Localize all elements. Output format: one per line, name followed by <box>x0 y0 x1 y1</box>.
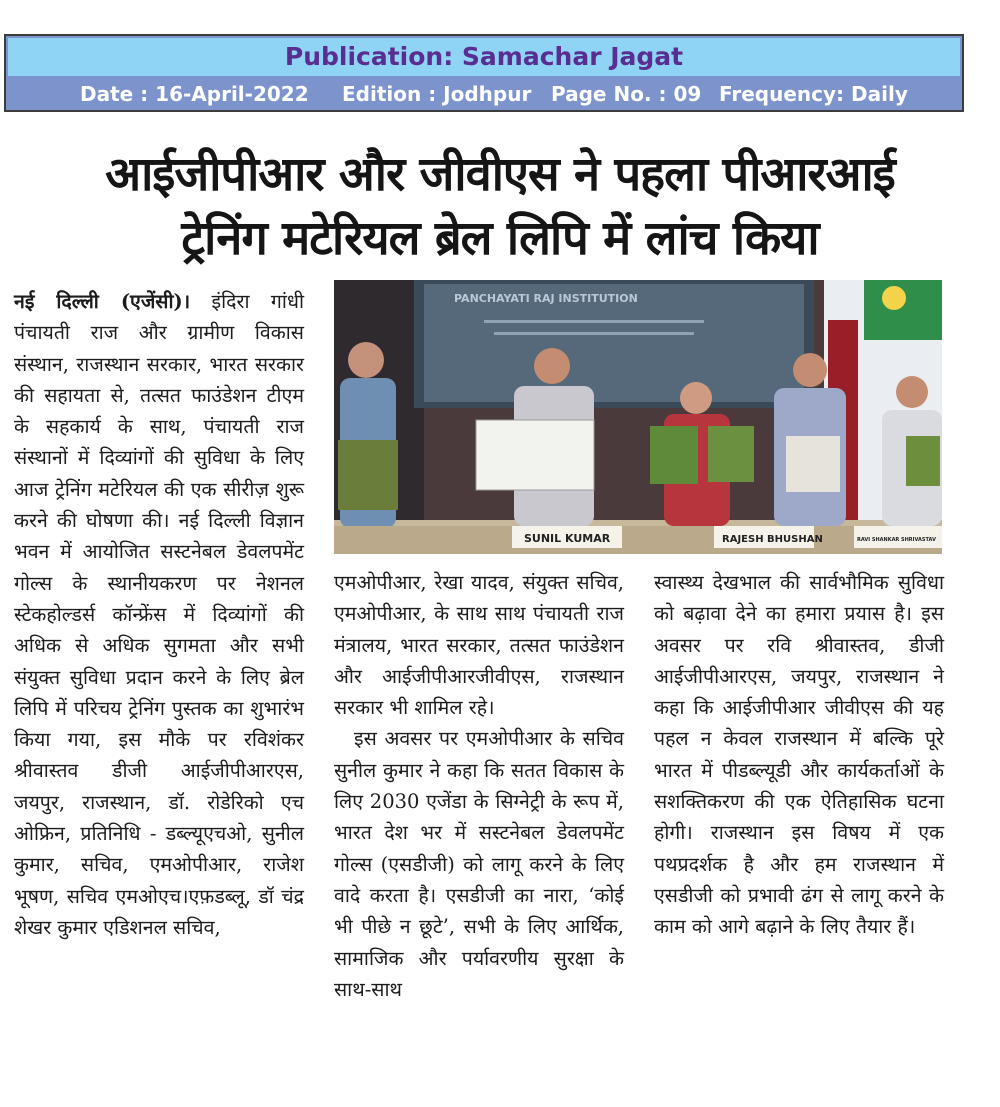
headline-line-1: आईजीपीआर और जीवीएस ने पहला पीआरआई <box>105 147 895 202</box>
screen-text: PANCHAYATI RAJ INSTITUTION <box>454 292 638 305</box>
event-photo <box>334 280 942 554</box>
publication-page-number: Page No. : 09 <box>551 82 702 106</box>
nameplate-2: RAJESH BHUSHAN <box>722 534 823 545</box>
headline-line-2: ट्रेनिंग मटेरियल ब्रेल लिपि में लांच किया <box>181 211 819 266</box>
publication-meta <box>8 80 960 108</box>
article-column-3 <box>654 567 944 943</box>
nameplate-1: SUNIL KUMAR <box>524 532 611 545</box>
event-photo-illustration <box>334 280 942 554</box>
article-column-2 <box>334 567 624 1005</box>
article-paragraph: स्वास्थ्य देखभाल की सार्वभौमिक सुविधा को बढ़ावा देने का हमारा प्रयास है। इस अवसर पर रवि श्रीवास्तव, डीजी आईजीपीआरएस, जयपुर, राजस्थान ने कहा कि आईजीपीआर जीवीएस की यह पहल न केवल राजस्थान में बल्कि पूरे भारत में पीडब्ल्यूडी और कार्यकर्ताओं के सशक्तिकरण की एक ऐतिहासिक घटना होगी। राजस्थान इस विषय में एक पथप्रदर्शक है और हम राजस्थान में एसडीजी को प्रभावी ढंग से लागू करने के काम को आगे बढ़ाने के लिए तैयार हैं। <box>654 571 944 939</box>
article-paragraph <box>14 286 304 943</box>
publication-title: Publication: Samachar Jagat <box>8 38 960 76</box>
article-column-1 <box>14 286 304 943</box>
publication-banner <box>4 34 964 112</box>
article-paragraph: एमओपीआर, रेखा यादव, संयुक्त सचिव, एमओपीआर, के साथ साथ पंचायती राज मंत्रालय, भारत सरकार, तत्सत फाउंडेशन और आईजीपीआरजीवीएस, राजस्थान सरकार भी शामिल रहे। <box>334 571 624 720</box>
article-text: इंदिरा गांधी पंचायती राज और ग्रामीण विकास संस्थान, राजस्थान सरकार, भारत सरकार की सहायता से, तत्सत फाउंडेशन टीएम के सहकार्य के साथ, पंचायती राज संस्थानों में दिव्यांगों की सुविधा के लिए आज ट्रेनिंग मटेरियल की एक सीरीज़ शुरू करने की घोषणा की। नई दिल्ली विज्ञान भवन में आयोजित सस्टनेबल डेवलपमेंट गोल्स के स्थानीयकरण पर नेशनल स्टेकहोल्डर्स कॉन्फ्रेंस में दिव्यांगों की अधिक से अधिक सुगमता और सभी संयुक्त सुविधा प्रदान करने के लिए ब्रेल लिपि में परिचय ट्रेनिंग पुस्तक का शुभारंभ किया गया, इस मौके पर रविशंकर श्रीवास्तव डीजी आईजीपीआरएस, जयपुर, राजस्थान, डॉ. रोडेरिको एच ओफ्रिन, प्रतिनिधि - डब्ल्यूएचओ, सुनील कुमार, सचिव, एमओपीआर, राजेश भूषण, सचिव एमओएच।एफ़डब्लू, डॉ चंद्र शेखर कुमार एडिशनल सचिव, <box>14 290 304 939</box>
dateline: नई दिल्ली (एजेंसी)। <box>14 290 191 313</box>
publication-edition: Edition : Jodhpur <box>342 82 532 106</box>
article-paragraph: इस अवसर पर एमओपीआर के सचिव सुनील कुमार ने कहा कि सतत विकास के लिए 2030 एजेंडा के सिग्नेट्री के रूप में, भारत देश भर में सस्टनेबल डेवलपमेंट गोल्स (एसडीजी) को लागू करने के लिए वादे करता है। एसडीजी का नारा, ‘कोई भी पीछे न छूटे’, सभी के लिए आर्थिक, सामाजिक और पर्यावरणीय सुरक्षा के साथ-साथ <box>334 727 624 1001</box>
nameplate-3: RAVI SHANKAR SHRIVASTAV <box>857 537 936 543</box>
publication-date: Date : 16-April-2022 <box>80 82 309 106</box>
publication-frequency: Frequency: Daily <box>719 82 908 106</box>
